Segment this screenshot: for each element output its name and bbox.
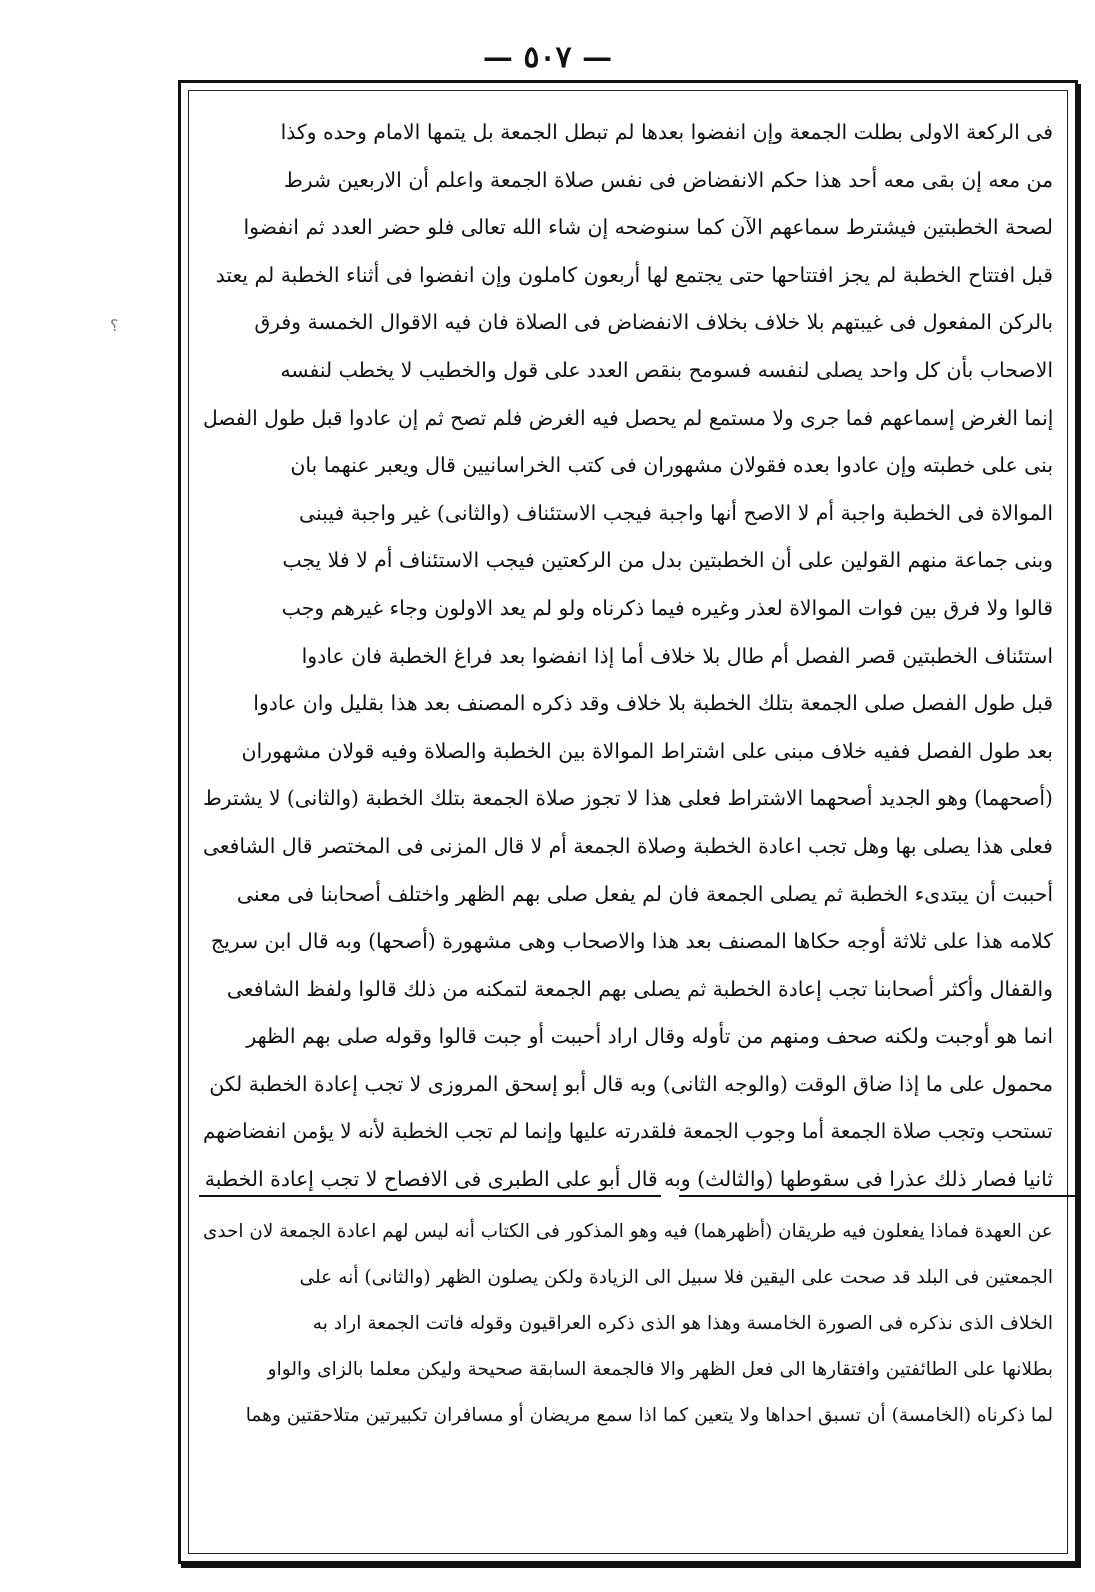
body-line: إنما الغرض إسماعهم فما جرى ولا مستمع لم يحصل فيه الغرض فلم تصح ثم إن عادوا قبل طول الفصل: [202, 405, 1053, 430]
body-line: ثانيا فصار ذلك عذرا فى سقوطها (والثالث) وبه قال أبو على الطبرى فى الافصاح لا تجب إعادة الخطبة: [204, 1167, 1053, 1192]
body-line: الاصحاب بأن كل واحد يصلى لنفسه فسومح بنقص العدد على قول والخطيب لا يخطب لنفسه: [280, 357, 1053, 382]
inner-frame: [188, 90, 1068, 1554]
page-number: — ٥٠٧ —: [482, 40, 613, 75]
body-line: قبل طول الفصل صلى الجمعة بتلك الخطبة بلا خلاف وقد ذكره المصنف بعد هذا بقليل وان عادوا: [253, 691, 1053, 716]
footnote-line: لما ذكرناه (الخامسة) أن تسبق احداها ولا يتعين كما اذا سمع مريضان أو مسافران تكبيرتين متلاحقتين وهما: [245, 1405, 1053, 1426]
body-line: وبنى جماعة منهم القولين على أن الخطبتين بدل من الركعتين فيجب الاستئناف أم لا فلا يجب: [282, 548, 1053, 573]
body-line: استئناف الخطبتين قصر الفصل أم طال بلا خلاف أما إذا انفضوا بعد فراغ الخطبة فان عادوا: [301, 643, 1053, 668]
footnote-line: عن العهدة فماذا يفعلون فيه طريقان (أظهرهما) فيه وهو المذكور فى الكتاب أنه ليس لهم اعادة الجمعة لان احدى: [203, 1221, 1053, 1242]
body-line: الموالاة فى الخطبة واجبة أم لا الاصح أنها واجبة فيجب الاستئناف (والثانى) غير واجبة فيبنى: [299, 500, 1053, 525]
body-line: بالركن المفعول فى غيبتهم بلا خلاف بخلاف الانفضاض فى الصلاة فان فيه الاقوال الخمسة وفرق: [254, 310, 1053, 335]
footnote-line: الجمعتين فى البلد قد صحت على اليقين فلا سبيل الى الزيادة ولكن يصلون الظهر (والثانى) أنه على: [299, 1267, 1053, 1288]
body-line: محمول على ما إذا ضاق الوقت (والوجه الثانى) وبه قال أبو إسحق المروزى لا تجب إعادة الخطبة لكن: [209, 1071, 1053, 1096]
body-line: تستحب وتجب صلاة الجمعة أما وجوب الجمعة فلقدرته عليها وإنما لم تجب الخطبة لأنه لا يؤمن انفضاضهم: [203, 1119, 1053, 1144]
body-line: قبل افتتاح الخطبة لم يجز افتتاحها حتى يجتمع لها أربعون كاملون وإن انفضوا فى أثناء الخطبة لم يعتد: [215, 262, 1053, 287]
body-line: (أصحهما) وهو الجديد أصحهما الاشتراط فعلى هذا لا تجوز صلاة الجمعة بتلك الخطبة (والثانى) لا يشترط: [203, 786, 1053, 811]
body-line: قالوا ولا فرق بين فوات الموالاة لعذر وغيره فيما ذكرناه ولو لم يعد الاولون وجاء غيرهم وجب: [281, 595, 1053, 620]
body-line: فى الركعة الاولى بطلت الجمعة وإن انفضوا بعدها لم تبطل الجمعة بل يتمها الامام وحده وكذا: [280, 120, 1053, 144]
footnote-block: [203, 1209, 1053, 1539]
body-line: فعلى هذا يصلى بها وهل تجب اعادة الخطبة وصلاة الجمعة أم لا قال المزنى فى المختصر قال الشافعى: [203, 833, 1053, 858]
main-text-block: [202, 109, 1053, 1192]
body-line: والقفال وأكثر أصحابنا تجب إعادة الخطبة ثم يصلى بهم الجمعة لتمكنه من ذلك قالوا ولفظ الشافعى: [226, 976, 1053, 1001]
body-line: انما هو أوجبت ولكنه صحف ومنهم من تأوله وقال اراد أحببت أو جبت قالوا وقوله صلى بهم الظهر: [246, 1024, 1053, 1049]
body-line: بعد طول الفصل ففيه خلاف مبنى على اشتراط الموالاة بين الخطبة والصلاة وفيه قولان مشهوران: [241, 738, 1053, 763]
body-line: من معه إن بقى معه أحد هذا حكم الانفضاض فى نفس صلاة الجمعة واعلم أن الاربعين شرط: [283, 167, 1053, 192]
body-line: أحببت أن يبتدىء الخطبة ثم يصلى الجمعة فان لم يفعل صلى بهم الظهر واختلف أصحابنا فى معنى: [236, 881, 1053, 906]
footnote-line: بطلانها على الطائفتين وافتقارها الى فعل الظهر والا فالجمعة السابقة صحيحة وليكن معلما بالزاى والواو: [267, 1359, 1053, 1380]
page-frame: [178, 80, 1078, 1564]
body-line: لصحة الخطبتين فيشترط سماعهم الآن كما سنوضحه إن شاء الله تعالى فلو حضر العدد ثم انفضوا: [243, 215, 1053, 240]
body-line: كلامه هذا على ثلاثة أوجه حكاها المصنف بعد هذا والاصحاب وهى مشهورة (أصحها) وبه قال ابن سريج: [210, 929, 1053, 954]
separator-rule: [199, 1191, 1079, 1201]
footnote-line: الخلاف الذى نذكره فى الصورة الخامسة وهذا هو الذى ذكره العراقيون وقوله فاتت الجمعة اراد به: [312, 1313, 1053, 1334]
body-line: بنى على خطبته وإن عادوا بعده فقولان مشهوران فى كتب الخراسانيين قال ويعبر عنهما بان: [290, 453, 1053, 478]
margin-mark: ؟: [110, 316, 119, 335]
